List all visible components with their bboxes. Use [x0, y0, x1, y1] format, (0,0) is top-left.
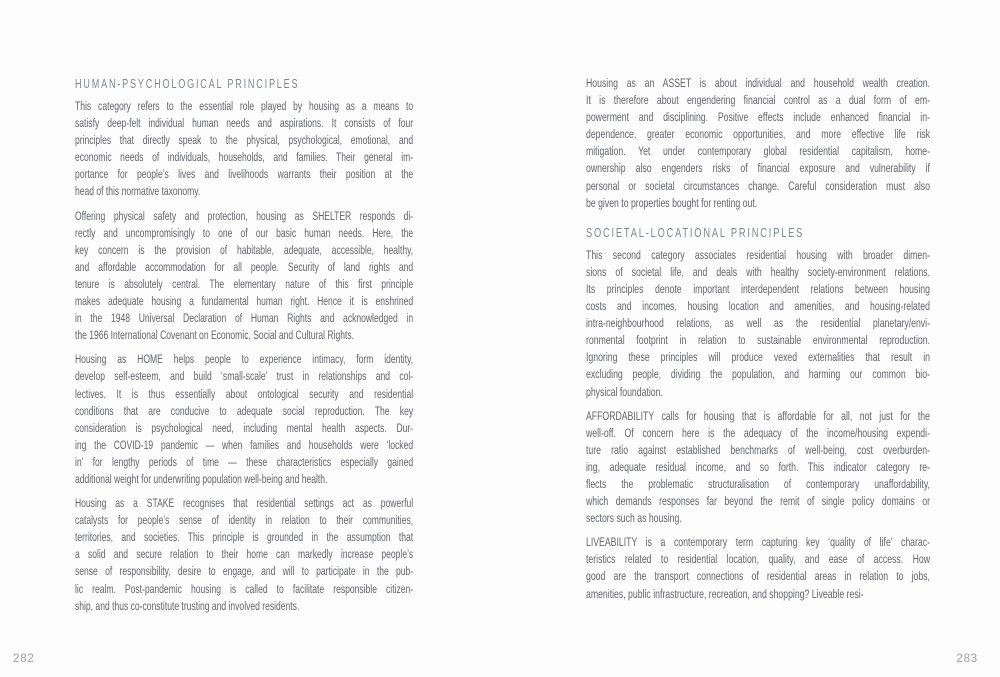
- text-line: This category refers to the essential role played by housing as a means to: [75, 99, 414, 113]
- text-line: excluding people, dividing the population, and harming our common bio-: [586, 367, 930, 382]
- paragraph: [75, 495, 413, 615]
- text-line: makes adequate housing a fundamental human right. Hence it is enshrined: [75, 294, 414, 309]
- text-line: Housing as an ASSET is about individual and household wealth creation.: [586, 76, 930, 90]
- text-line: Its principles denote important interdependent relations between housing: [586, 281, 930, 296]
- text-line: good are the transport connections of residential areas in relation to jobs,: [586, 569, 930, 584]
- text-line: amenities, public infrastructure, recreation, and shopping? Liveable resi-: [586, 586, 864, 601]
- text-line: ing, adequate residual income, and so forth. This indicator category re-: [586, 459, 930, 474]
- text-line: ownership also engenders risks of financial exposure and vulnerability if: [586, 161, 930, 176]
- text-line: head of this normative taxonomy.: [75, 184, 201, 199]
- text-line: consideration is psychological need, including mental health aspects. Dur-: [75, 420, 414, 435]
- text-line: rectly and uncompromisingly to one of our basic human needs. Here, the: [75, 225, 414, 240]
- text-line: powerment and disciplining. Positive effects include enhanced financial in-: [586, 110, 930, 125]
- page-left-text-column: [75, 75, 413, 622]
- text-line: sense of responsibility, desire to engage, and will to participate in the pub-: [75, 564, 414, 579]
- paragraph: [586, 534, 930, 602]
- paragraph: [75, 98, 413, 201]
- text-line: in’ for lengthy periods of time — these characteristics especially gained: [75, 454, 414, 469]
- text-line: ronmental footprint in relation to sustainable environmental reproduction.: [586, 333, 930, 348]
- page-right-text-column: [586, 75, 930, 610]
- text-line: ture ratio against established benchmarks of well-being, cost overburden-: [586, 442, 930, 457]
- page-number-left: 282: [13, 653, 35, 665]
- paragraph: [586, 75, 930, 212]
- text-line: sions of societal life, and deals with healthy society-environment relations.: [586, 264, 930, 279]
- text-line: flects the problematic structuralisation of contemporary unaffordability,: [586, 476, 930, 491]
- text-line: economic needs of individuals, households, and families. Their general im-: [75, 150, 414, 165]
- paragraph: [586, 408, 930, 528]
- text-line: ship, and thus co-constitute trusting and involved residents.: [75, 598, 300, 613]
- text-line: Housing as a STAKE recognises that residential settings act as powerful: [75, 496, 414, 511]
- paragraph: [75, 351, 413, 488]
- text-line: satisfy deep-felt individual human needs and aspirations. It consists of four: [75, 116, 414, 131]
- text-line: lectives. It is thus essentially about ontological security and residential: [75, 386, 414, 401]
- text-line: additional weight for underwriting population well-being and health.: [75, 471, 328, 486]
- text-line: teristics related to residential location, quality, and ease of access. How: [586, 552, 930, 567]
- page-number-right: 283: [956, 653, 978, 665]
- paragraph: [75, 208, 413, 345]
- text-line: sectors such as housing.: [586, 511, 682, 526]
- text-line: personal or societal circumstances change. Careful consideration must also: [586, 178, 930, 193]
- text-line: Offering physical safety and protection, housing as SHELTER responds di-: [75, 208, 414, 223]
- text-line: LIVEABILITY is a contemporary term capturing key ‘quality of life’ charac-: [586, 535, 930, 550]
- text-line: Ignoring these principles will produce vexed externalities that result in: [586, 350, 930, 365]
- text-line: lic realm. Post-pandemic housing is called to facilitate responsible citizen-: [75, 581, 414, 596]
- text-line: It is therefore about engendering financial control as a dual form of em-: [586, 93, 930, 108]
- text-line: intra-neighbourhood relations, as well as the residential planetary/envi-: [586, 316, 930, 331]
- text-line: the 1966 International Covenant on Economic, Social and Cultural Rights.: [75, 328, 354, 343]
- text-line: mitigation. Yet under contemporary global residential capitalism, home-: [586, 144, 930, 159]
- text-line: well-off. Of concern here is the adequacy of the income/housing expendi-: [586, 425, 930, 440]
- section-heading: HUMAN-PSYCHOLOGICAL PRINCIPLES: [75, 76, 300, 91]
- text-line: territories, and societies. This principle is grounded in the assumption that: [75, 530, 414, 545]
- text-line: catalysts for people’s sense of identity in relation to their communities,: [75, 513, 414, 528]
- text-line: costs and incomes, housing location and amenities, and housing-related: [586, 299, 930, 314]
- text-line: principles that directly speak to the physical, psychological, emotional, and: [75, 133, 414, 148]
- text-line: portance for people’s lives and livelihoods warrants their position at the: [75, 167, 414, 182]
- text-line: key concern is the provision of habitable, adequate, accessible, healthy,: [75, 242, 414, 257]
- text-line: and affordable accommodation for all people. Security of land rights and: [75, 259, 414, 274]
- text-line: conditions that are conducive to adequate social reproduction. The key: [75, 403, 414, 418]
- text-line: This second category associates residential housing with broader dimen-: [586, 247, 930, 262]
- text-line: ing the COVID-19 pandemic — when families and households were ‘locked: [75, 437, 414, 452]
- paragraph: [586, 247, 930, 401]
- text-line: physical foundation.: [586, 384, 663, 399]
- text-line: a solid and secure relation to their home can markedly increase people’s: [75, 547, 414, 562]
- section-heading: SOCIETAL-LOCATIONAL PRINCIPLES: [586, 224, 805, 240]
- text-line: dependence, greater economic opportunities, and more effective life risk: [586, 127, 930, 142]
- text-line: Housing as HOME helps people to experience intimacy, form identity,: [75, 352, 414, 367]
- text-line: tenure is absolutely central. The elementary nature of this first principle: [75, 276, 414, 291]
- text-line: which demands responses far beyond the remit of single policy domains or: [586, 494, 930, 509]
- text-line: in the 1948 Universal Declaration of Human Rights and acknowledged in: [75, 311, 414, 326]
- text-line: develop self-esteem, and build ‘small-scale’ trust in relationships and col-: [75, 369, 414, 384]
- text-line: be given to properties bought for renting out.: [586, 195, 758, 210]
- text-line: AFFORDABILITY calls for housing that is affordable for all, not just for the: [586, 408, 930, 423]
